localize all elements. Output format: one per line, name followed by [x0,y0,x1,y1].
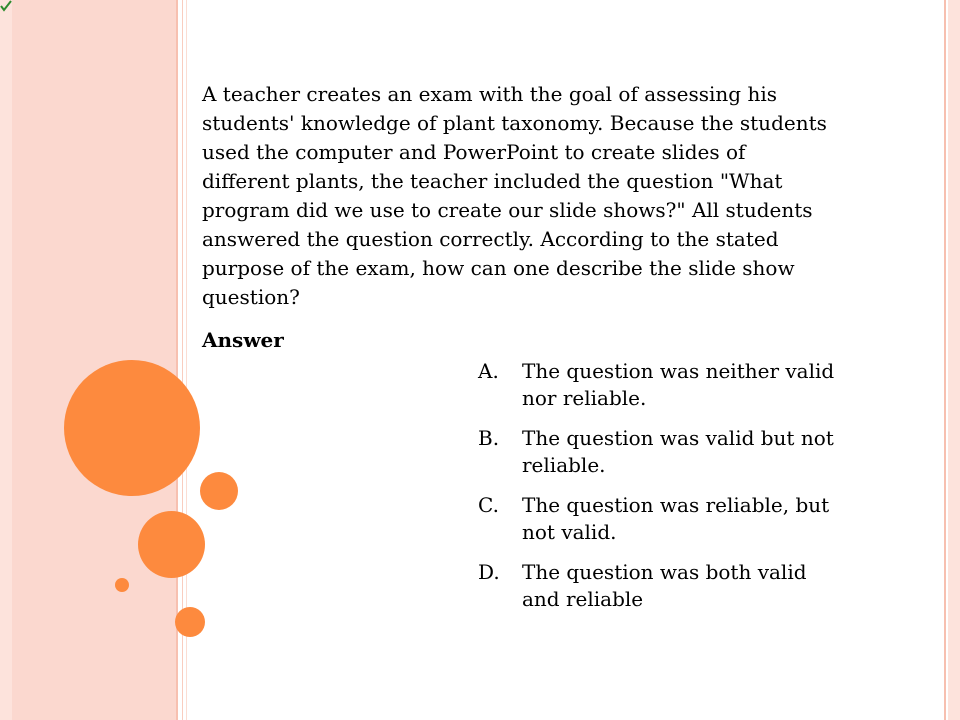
decorative-circle-medium [138,511,205,578]
option-a[interactable] [478,358,838,412]
check-icon [0,0,12,12]
option-letter: B. [478,426,500,450]
answer-options [478,358,838,626]
decorative-circle-small [200,472,238,510]
answer-label: Answer [202,328,284,352]
left-edge-stripe [0,0,12,720]
option-text: The question was valid but not reliable. [522,426,834,477]
option-text: The question was neither valid nor reliable. [522,359,835,410]
option-c[interactable] [478,492,838,546]
question-text: A teacher creates an exam with the goal of assessing his students' knowledge of plant taxonomy. Because the students used the computer and PowerPoint to create slides of different plants, the teacher included the question "What program did we use to create our slide shows?" All students answered the question correctly. According to the stated purpose of the exam, how can one describe the slide show question? [202,82,827,309]
decorative-circle-tiny [115,578,129,592]
right-edge-stripe [948,0,960,720]
option-letter: A. [478,359,499,383]
option-letter: C. [478,493,499,517]
option-text: The question was reliable, but not valid. [522,493,830,544]
option-letter: D. [478,560,500,584]
slide-content [202,80,832,354]
option-text: The question was both valid and reliable [522,560,807,611]
decorative-circle-small [175,607,205,637]
left-pink-band [12,0,176,720]
decorative-circle-large [64,360,200,496]
option-b[interactable] [478,425,838,479]
option-d[interactable] [478,559,838,613]
right-divider-line [944,0,946,720]
